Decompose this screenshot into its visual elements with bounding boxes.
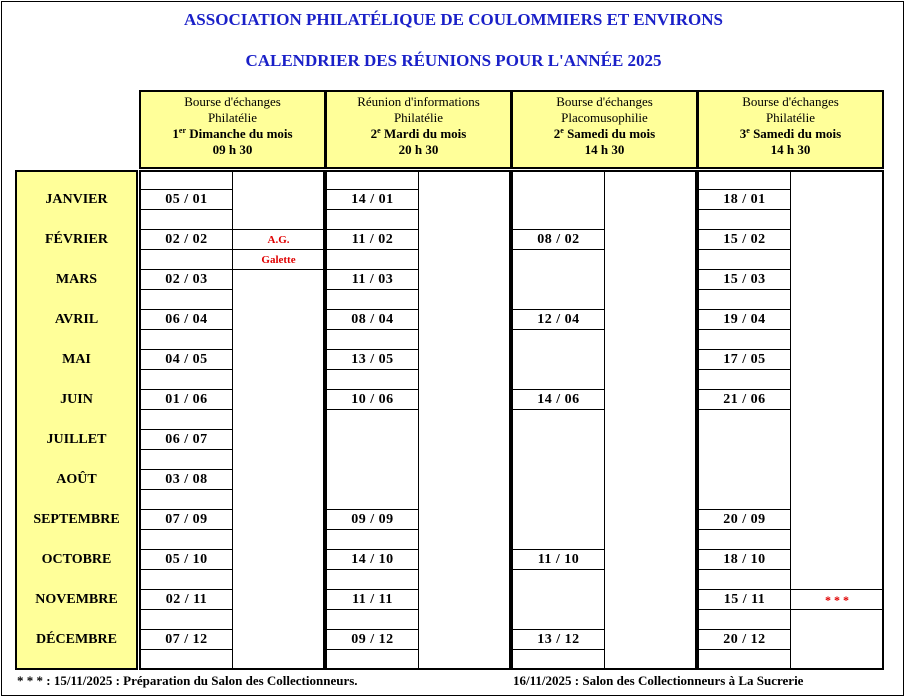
meeting-date: 10 / 06 — [351, 392, 394, 407]
header-title: Bourse d'échanges — [556, 94, 653, 109]
column-header-4 — [697, 90, 884, 169]
meeting-date: 02 / 02 — [165, 232, 208, 247]
header-title: Bourse d'échanges — [742, 94, 839, 109]
stars-note: * * * — [825, 593, 849, 607]
meeting-date: 03 / 08 — [165, 472, 208, 487]
meeting-date: 01 / 06 — [165, 392, 208, 407]
column-header-1 — [139, 90, 326, 169]
grid-line — [418, 172, 419, 668]
meeting-date: 05 / 10 — [165, 552, 208, 567]
header-title: Réunion d'informations — [357, 94, 480, 109]
header-schedule: 3e Samedi du mois — [739, 126, 842, 141]
meeting-date: 13 / 12 — [537, 632, 580, 647]
meeting-date: 18 / 10 — [723, 552, 766, 567]
month-label: FÉVRIER — [44, 232, 108, 247]
grid-line — [604, 172, 605, 668]
meeting-date: 06 / 04 — [165, 312, 208, 327]
column-header-3 — [511, 90, 698, 169]
header-schedule: 1er Dimanche du mois — [172, 126, 293, 141]
meeting-date: 21 / 06 — [723, 392, 766, 407]
page-subtitle: CALENDRIER DES RÉUNIONS POUR L'ANNÉE 2025 — [245, 51, 662, 70]
meeting-date: 02 / 03 — [165, 272, 208, 287]
meeting-date: 09 / 12 — [351, 632, 394, 647]
month-label: OCTOBRE — [41, 552, 112, 567]
meeting-date: 07 / 09 — [165, 512, 208, 527]
meeting-date: 19 / 04 — [723, 312, 766, 327]
month-label: MARS — [55, 272, 98, 287]
month-label: AVRIL — [54, 312, 99, 327]
page-title: ASSOCIATION PHILATÉLIQUE DE COULOMMIERS ET ENVIRONS — [184, 10, 723, 29]
meeting-date: 08 / 04 — [351, 312, 394, 327]
meeting-date: 17 / 05 — [723, 352, 766, 367]
month-label: SEPTEMBRE — [33, 512, 120, 527]
meeting-date: 15 / 03 — [723, 272, 766, 287]
meeting-date: 09 / 09 — [351, 512, 394, 527]
meeting-date: 13 / 05 — [351, 352, 394, 367]
header-time: 20 h 30 — [398, 142, 439, 157]
meeting-date: 14 / 10 — [351, 552, 394, 567]
header-title: Bourse d'échanges — [184, 94, 281, 109]
ag-note: A.G. — [267, 234, 290, 246]
month-label: JUILLET — [46, 432, 107, 447]
grid-line — [141, 669, 232, 670]
meeting-date: 18 / 01 — [723, 192, 766, 207]
header-category: Philatélie — [207, 110, 258, 125]
month-label: DÉCEMBRE — [36, 632, 117, 647]
meeting-date: 15 / 02 — [723, 232, 766, 247]
month-label: JANVIER — [45, 192, 108, 207]
header-time: 14 h 30 — [770, 142, 811, 157]
meeting-date: 11 / 10 — [537, 552, 580, 567]
meeting-date: 11 / 02 — [351, 232, 394, 247]
meeting-date: 11 / 11 — [352, 592, 393, 607]
footer-note-right: 16/11/2025 : Salon des Collectionneurs à La Sucrerie — [513, 673, 804, 688]
meeting-date: 20 / 12 — [723, 632, 766, 647]
header-schedule: 2e Mardi du mois — [370, 126, 467, 141]
footer-note-left: * * * : 15/11/2025 : Préparation du Salon des Collectionneurs. — [17, 673, 358, 688]
header-category: Placomusophilie — [561, 110, 648, 125]
meeting-date: 04 / 05 — [165, 352, 208, 367]
meeting-date: 02 / 11 — [165, 592, 208, 607]
header-category: Philatélie — [765, 110, 816, 125]
meeting-date: 14 / 06 — [537, 392, 580, 407]
month-label: AOÛT — [56, 472, 97, 487]
meeting-date: 08 / 02 — [537, 232, 580, 247]
galette-note: Galette — [261, 254, 296, 266]
meeting-date: 07 / 12 — [165, 632, 208, 647]
meeting-date: 05 / 01 — [165, 192, 208, 207]
meeting-date: 14 / 01 — [351, 192, 394, 207]
header-schedule: 2e Samedi du mois — [553, 126, 656, 141]
meeting-date: 15 / 11 — [723, 592, 766, 607]
meeting-date: 06 / 07 — [165, 432, 208, 447]
header-category: Philatélie — [393, 110, 444, 125]
meeting-date: 20 / 09 — [723, 512, 766, 527]
meeting-date: 11 / 03 — [351, 272, 394, 287]
header-time: 14 h 30 — [584, 142, 625, 157]
month-label: JUIN — [60, 392, 93, 407]
meeting-date: 12 / 04 — [537, 312, 580, 327]
column-header-2 — [325, 90, 512, 169]
header-time: 09 h 30 — [212, 142, 253, 157]
month-label: MAI — [62, 352, 91, 367]
month-label: NOVEMBRE — [35, 592, 118, 607]
